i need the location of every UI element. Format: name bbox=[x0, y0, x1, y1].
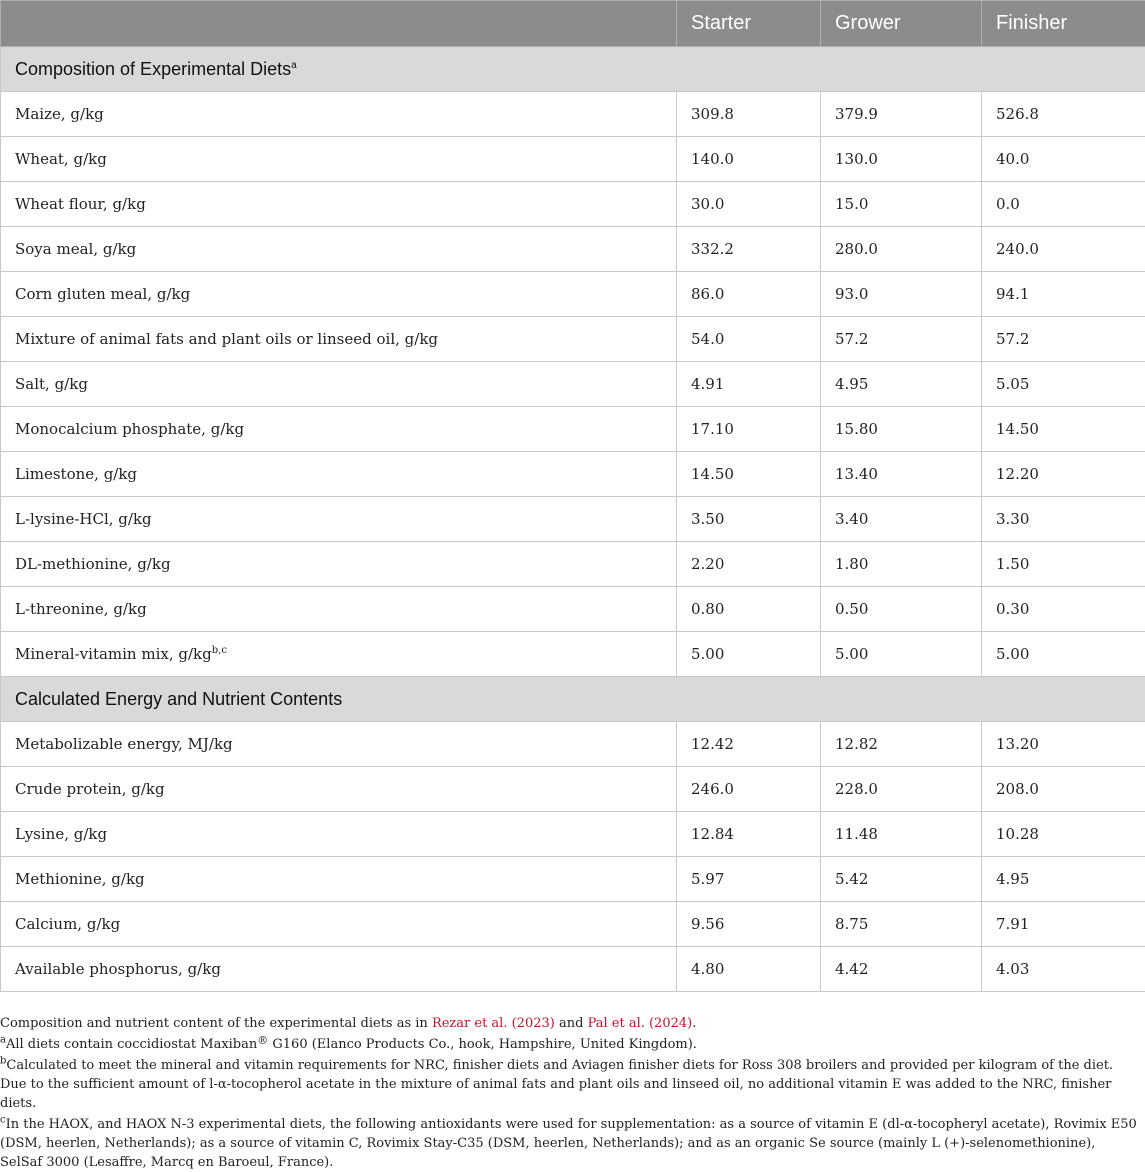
cell-finisher: 1.50 bbox=[982, 542, 1145, 587]
cell-starter: 14.50 bbox=[677, 452, 821, 497]
table-row bbox=[1, 272, 1145, 317]
row-label bbox=[1, 632, 677, 677]
row-label bbox=[1, 587, 677, 632]
cell-finisher: 40.0 bbox=[982, 137, 1145, 182]
row-label-text: Maize, g/kg bbox=[15, 105, 104, 123]
header-finisher: Finisher bbox=[982, 1, 1145, 47]
caption-text: Composition and nutrient content of the experimental diets as in bbox=[0, 1016, 432, 1031]
row-label bbox=[1, 317, 677, 362]
cell-grower: 57.2 bbox=[821, 317, 982, 362]
table-row bbox=[1, 227, 1145, 272]
cell-finisher: 240.0 bbox=[982, 227, 1145, 272]
table-header-row bbox=[1, 1, 1145, 47]
caption-text: . bbox=[692, 1016, 696, 1031]
row-label bbox=[1, 812, 677, 857]
row-label-text: Corn gluten meal, g/kg bbox=[15, 285, 190, 303]
row-label-text: Wheat flour, g/kg bbox=[15, 195, 146, 213]
cell-grower: 4.42 bbox=[821, 947, 982, 992]
caption-text: and bbox=[555, 1016, 588, 1031]
cell-finisher: 4.95 bbox=[982, 857, 1145, 902]
cell-starter: 9.56 bbox=[677, 902, 821, 947]
table-row bbox=[1, 542, 1145, 587]
cell-grower: 5.42 bbox=[821, 857, 982, 902]
row-label-text: L-lysine-HCl, g/kg bbox=[15, 510, 152, 528]
cell-starter: 140.0 bbox=[677, 137, 821, 182]
table-row bbox=[1, 362, 1145, 407]
cell-grower: 93.0 bbox=[821, 272, 982, 317]
cell-starter: 0.80 bbox=[677, 587, 821, 632]
row-label-text: Limestone, g/kg bbox=[15, 465, 137, 483]
header-blank bbox=[1, 1, 677, 47]
table-row bbox=[1, 632, 1145, 677]
table-row bbox=[1, 857, 1145, 902]
footnote-a bbox=[0, 1035, 1140, 1054]
row-label bbox=[1, 542, 677, 587]
table-row bbox=[1, 902, 1145, 947]
row-label-text: Calcium, g/kg bbox=[15, 915, 120, 933]
cell-grower: 15.80 bbox=[821, 407, 982, 452]
row-label bbox=[1, 857, 677, 902]
footnote-marker: b,c bbox=[212, 645, 227, 656]
cell-finisher: 4.03 bbox=[982, 947, 1145, 992]
cell-starter: 86.0 bbox=[677, 272, 821, 317]
header-starter: Starter bbox=[677, 1, 821, 47]
table-row bbox=[1, 497, 1145, 542]
cell-grower: 130.0 bbox=[821, 137, 982, 182]
row-label-text: Lysine, g/kg bbox=[15, 825, 107, 843]
row-label bbox=[1, 902, 677, 947]
cell-finisher: 10.28 bbox=[982, 812, 1145, 857]
row-label-text: Mineral-vitamin mix, g/kg bbox=[15, 645, 212, 663]
cell-finisher: 94.1 bbox=[982, 272, 1145, 317]
row-label-text: Wheat, g/kg bbox=[15, 150, 107, 168]
table-row bbox=[1, 137, 1145, 182]
table-footnotes bbox=[0, 1014, 1140, 1172]
cell-finisher: 5.05 bbox=[982, 362, 1145, 407]
cell-starter: 5.00 bbox=[677, 632, 821, 677]
row-label bbox=[1, 227, 677, 272]
registered-mark: ® bbox=[257, 1034, 268, 1047]
cell-finisher: 0.0 bbox=[982, 182, 1145, 227]
cell-grower: 15.0 bbox=[821, 182, 982, 227]
footnote-marker: a bbox=[291, 60, 297, 71]
table-row bbox=[1, 587, 1145, 632]
section-title-nutrients: Calculated Energy and Nutrient Contents bbox=[1, 677, 1145, 722]
footnote-text: G160 (Elanco Products Co., hook, Hampshire, United Kingdom). bbox=[268, 1037, 697, 1052]
cell-finisher: 3.30 bbox=[982, 497, 1145, 542]
cell-finisher: 208.0 bbox=[982, 767, 1145, 812]
cell-finisher: 13.20 bbox=[982, 722, 1145, 767]
cell-starter: 4.80 bbox=[677, 947, 821, 992]
row-label bbox=[1, 722, 677, 767]
row-label bbox=[1, 497, 677, 542]
cell-starter: 4.91 bbox=[677, 362, 821, 407]
cell-grower: 4.95 bbox=[821, 362, 982, 407]
cell-starter: 5.97 bbox=[677, 857, 821, 902]
row-label-text: Salt, g/kg bbox=[15, 375, 88, 393]
section-label: Composition of Experimental Diets bbox=[15, 59, 291, 79]
cell-finisher: 7.91 bbox=[982, 902, 1145, 947]
row-label-text: Methionine, g/kg bbox=[15, 870, 145, 888]
table-caption bbox=[0, 1014, 1140, 1033]
reference-link-pal[interactable]: Pal et al. (2024) bbox=[588, 1016, 693, 1031]
row-label bbox=[1, 182, 677, 227]
cell-starter: 12.84 bbox=[677, 812, 821, 857]
row-label bbox=[1, 272, 677, 317]
table-row bbox=[1, 452, 1145, 497]
cell-starter: 17.10 bbox=[677, 407, 821, 452]
footnote-marker: a bbox=[0, 1035, 6, 1046]
cell-starter: 12.42 bbox=[677, 722, 821, 767]
cell-starter: 246.0 bbox=[677, 767, 821, 812]
section-title-composition bbox=[1, 47, 1145, 92]
footnote-marker: c bbox=[0, 1115, 6, 1126]
cell-grower: 5.00 bbox=[821, 632, 982, 677]
cell-grower: 11.48 bbox=[821, 812, 982, 857]
row-label-text: Soya meal, g/kg bbox=[15, 240, 136, 258]
cell-grower: 228.0 bbox=[821, 767, 982, 812]
row-label bbox=[1, 767, 677, 812]
row-label bbox=[1, 407, 677, 452]
cell-finisher: 14.50 bbox=[982, 407, 1145, 452]
header-grower: Grower bbox=[821, 1, 982, 47]
table-row bbox=[1, 92, 1145, 137]
row-label bbox=[1, 362, 677, 407]
cell-finisher: 526.8 bbox=[982, 92, 1145, 137]
footnote-text: All diets contain coccidiostat Maxiban bbox=[6, 1037, 257, 1052]
cell-starter: 3.50 bbox=[677, 497, 821, 542]
cell-grower: 12.82 bbox=[821, 722, 982, 767]
cell-grower: 13.40 bbox=[821, 452, 982, 497]
row-label-text: DL-methionine, g/kg bbox=[15, 555, 171, 573]
cell-grower: 1.80 bbox=[821, 542, 982, 587]
cell-grower: 379.9 bbox=[821, 92, 982, 137]
section-row-nutrients bbox=[1, 677, 1145, 722]
row-label-text: Metabolizable energy, MJ/kg bbox=[15, 735, 233, 753]
table-row bbox=[1, 812, 1145, 857]
row-label bbox=[1, 92, 677, 137]
cell-finisher: 0.30 bbox=[982, 587, 1145, 632]
row-label-text: Crude protein, g/kg bbox=[15, 780, 165, 798]
cell-grower: 3.40 bbox=[821, 497, 982, 542]
cell-starter: 30.0 bbox=[677, 182, 821, 227]
row-label bbox=[1, 137, 677, 182]
section-row-composition bbox=[1, 47, 1145, 92]
row-label-text: Available phosphorus, g/kg bbox=[15, 960, 221, 978]
table-row bbox=[1, 182, 1145, 227]
table-row bbox=[1, 317, 1145, 362]
row-label-text: Monocalcium phosphate, g/kg bbox=[15, 420, 244, 438]
footnote-text: In the HAOX, and HAOX N-3 experimental diets, the following antioxidants were used for supplementation: as a source of vitamin E (dl-α-tocopheryl acetate), Rovimix E50 (DSM, heerlen, Netherlands); as a source of vitamin C, Rovimix Stay-C35 (DSM, heerlen, Netherlands); and as an organic Se source (mainly L (+)-selenomethionine), SelSaf 3000 (Lesaffre, Marcq en Baroeul, France). bbox=[0, 1117, 1137, 1170]
footnote-marker: b bbox=[0, 1056, 6, 1067]
table-row bbox=[1, 407, 1145, 452]
row-label-text: L-threonine, g/kg bbox=[15, 600, 147, 618]
cell-starter: 54.0 bbox=[677, 317, 821, 362]
footnote-b bbox=[0, 1056, 1140, 1113]
cell-starter: 309.8 bbox=[677, 92, 821, 137]
cell-grower: 8.75 bbox=[821, 902, 982, 947]
reference-link-rezar[interactable]: Rezar et al. (2023) bbox=[432, 1016, 555, 1031]
cell-finisher: 12.20 bbox=[982, 452, 1145, 497]
footnote-text: Calculated to meet the mineral and vitamin requirements for NRC, finisher diets and Aviagen finisher diets for Ross 308 broilers and provided per kilogram of the diet. Due to the sufficient amount of l-α-tocopherol acetate in the mixture of animal fats and plant oils and linseed oil, no additional vitamin E was added to the NRC, finisher diets. bbox=[0, 1058, 1113, 1111]
cell-starter: 332.2 bbox=[677, 227, 821, 272]
cell-grower: 280.0 bbox=[821, 227, 982, 272]
cell-finisher: 5.00 bbox=[982, 632, 1145, 677]
row-label bbox=[1, 947, 677, 992]
row-label-text: Mixture of animal fats and plant oils or linseed oil, g/kg bbox=[15, 330, 438, 348]
cell-starter: 2.20 bbox=[677, 542, 821, 587]
cell-grower: 0.50 bbox=[821, 587, 982, 632]
table-row bbox=[1, 947, 1145, 992]
table-row bbox=[1, 767, 1145, 812]
table-row bbox=[1, 722, 1145, 767]
footnote-c bbox=[0, 1115, 1140, 1172]
row-label bbox=[1, 452, 677, 497]
cell-finisher: 57.2 bbox=[982, 317, 1145, 362]
